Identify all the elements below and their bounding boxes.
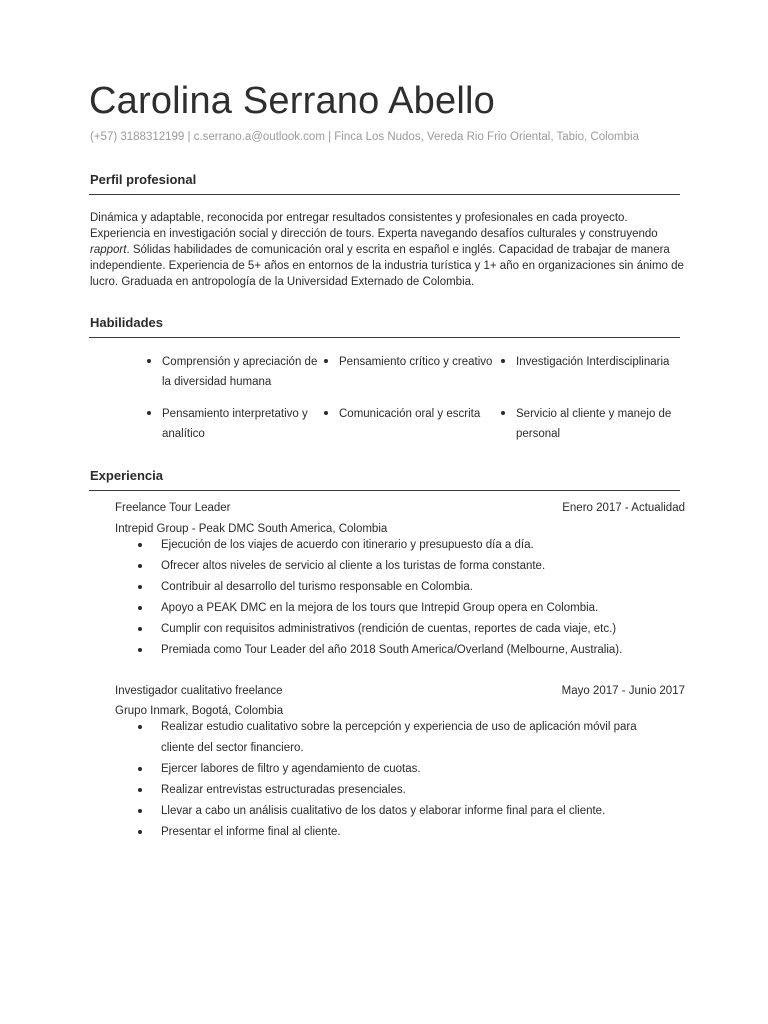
job-company: Intrepid Group - Peak DMC South America, Colombia bbox=[115, 523, 388, 535]
section-title-skills: Habilidades bbox=[90, 315, 163, 330]
section-divider bbox=[89, 490, 680, 491]
profile-text-continued: . Sólidas habilidades de comunicación oral y escrita en español e inglés. Capacidad de trabajar de manera independiente. Experiencia de 5+ años en entornos de la industria turística y 1+ año en organizaciones sin ánimo de lucro. Graduada en antropología de la Universidad Externado de Colombia. bbox=[90, 244, 684, 288]
skill-item: Investigación Interdisciplinaria bbox=[499, 352, 676, 392]
job-duties-list bbox=[135, 535, 680, 661]
skills-list bbox=[145, 352, 685, 444]
skill-item: Pensamiento interpretativo y analítico bbox=[145, 404, 322, 444]
list-item: Realizar entrevistas estructuradas presenciales. bbox=[135, 780, 655, 801]
profile-italic-term: rapport bbox=[90, 244, 127, 256]
profile-summary bbox=[90, 210, 690, 290]
section-title-profile: Perfil profesional bbox=[90, 172, 197, 187]
list-item: Ofrecer altos niveles de servicio al cliente a los turistas de forma constante. bbox=[135, 556, 680, 577]
skill-item: Comprensión y apreciación de la diversidad humana bbox=[145, 352, 322, 392]
skill-item: Comunicación oral y escrita bbox=[322, 404, 499, 444]
section-divider bbox=[89, 337, 680, 338]
list-item: Contribuir al desarrollo del turismo responsable en Colombia. bbox=[135, 577, 680, 598]
list-item: Ejercer labores de filtro y agendamiento de cuotas. bbox=[135, 759, 655, 780]
skill-item: Pensamiento crítico y creativo bbox=[322, 352, 499, 392]
list-item: Apoyo a PEAK DMC en la mejora de los tours que Intrepid Group opera en Colombia. bbox=[135, 598, 680, 619]
contact-info: (+57) 3188312199 | c.serrano.a@outlook.com | Finca Los Nudos, Vereda Rio Frio Oriental, Tabio, Colombia bbox=[90, 131, 639, 143]
section-divider bbox=[89, 194, 680, 195]
list-item: Realizar estudio cualitativo sobre la percepción y experiencia de uso de aplicación móvil para cliente del sector financiero. bbox=[135, 717, 655, 759]
job-title: Freelance Tour Leader bbox=[115, 502, 231, 514]
job-title: Investigador cualitativo freelance bbox=[115, 685, 283, 697]
job-date: Enero 2017 - Actualidad bbox=[562, 502, 685, 514]
list-item: Ejecución de los viajes de acuerdo con itinerario y presupuesto día a día. bbox=[135, 535, 680, 556]
section-title-experience: Experiencia bbox=[90, 468, 163, 483]
job-company: Grupo Inmark, Bogotá, Colombia bbox=[115, 705, 284, 717]
resume-name: Carolina Serrano Abello bbox=[89, 80, 495, 122]
list-item: Cumplir con requisitos administrativos (rendición de cuentas, reportes de cada viaje, etc.) bbox=[135, 619, 680, 640]
job-duties-list bbox=[135, 717, 655, 843]
list-item: Llevar a cabo un análisis cualitativo de los datos y elaborar informe final para el cliente. bbox=[135, 801, 655, 822]
list-item: Presentar el informe final al cliente. bbox=[135, 822, 655, 843]
list-item: Premiada como Tour Leader del año 2018 South America/Overland (Melbourne, Australia). bbox=[135, 640, 680, 661]
job-date: Mayo 2017 - Junio 2017 bbox=[561, 685, 685, 697]
skill-item: Servicio al cliente y manejo de personal bbox=[499, 404, 676, 444]
profile-text: Dinámica y adaptable, reconocida por entregar resultados consistentes y profesionales en cada proyecto. Experiencia en investigación social y dirección de tours. Experta navegando desafíos culturales y construyendo bbox=[90, 212, 658, 240]
